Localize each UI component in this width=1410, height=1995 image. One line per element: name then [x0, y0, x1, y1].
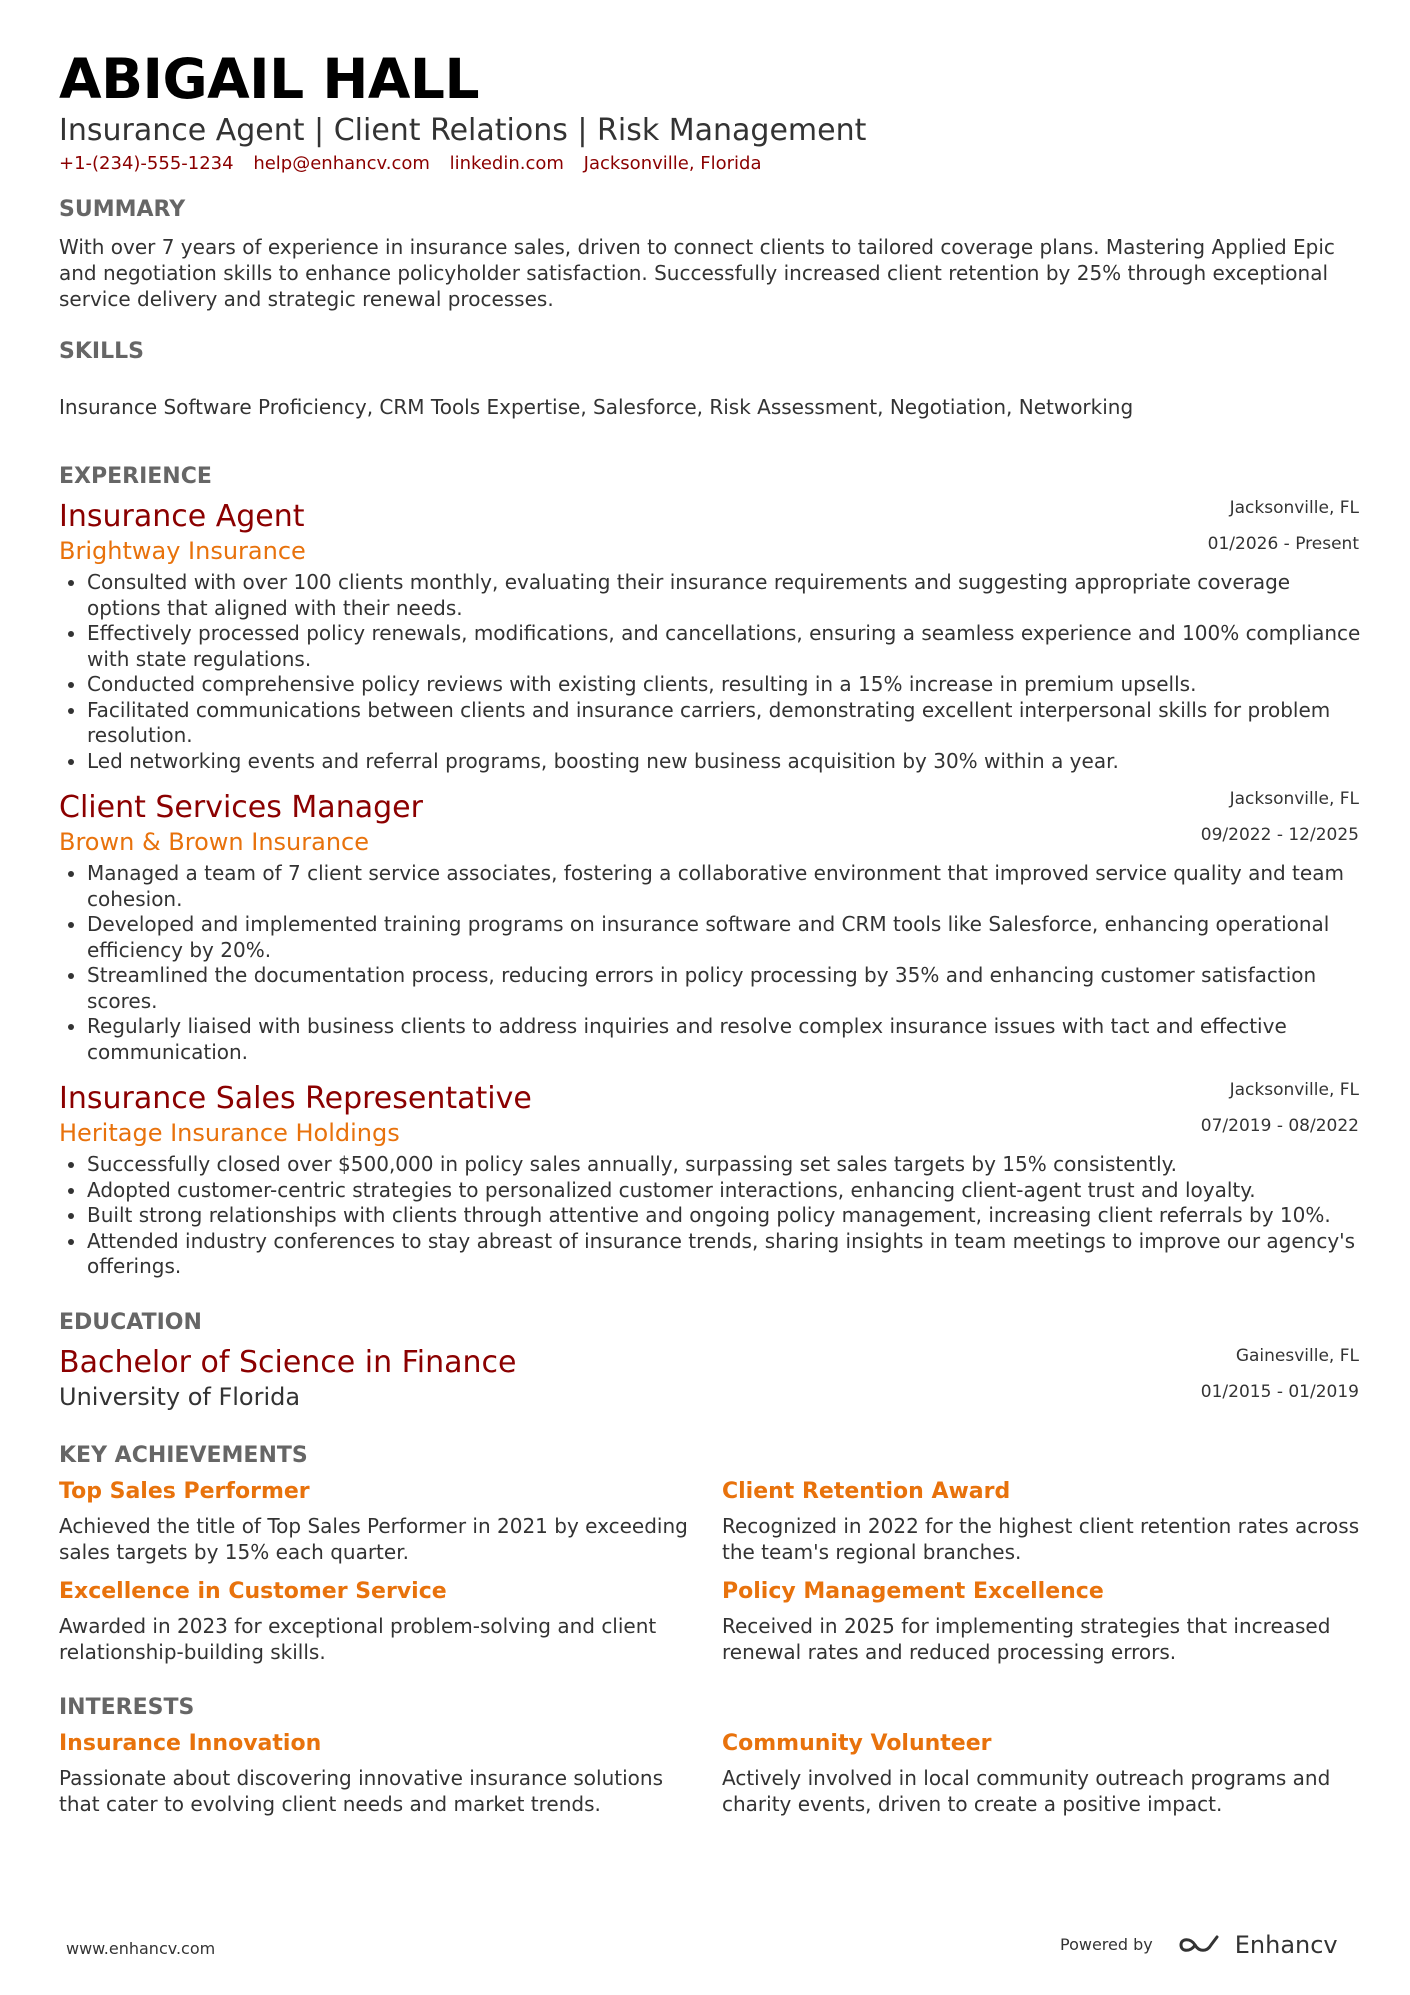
- footer-website[interactable]: www.enhancv.com: [66, 1939, 216, 1958]
- candidate-headline: Insurance Agent | Client Relations | Risk Management: [59, 113, 867, 148]
- interests-heading: INTERESTS: [59, 1695, 195, 1720]
- skills-heading: SKILLS: [59, 339, 144, 364]
- education-location: Gainesville, FL: [1235, 1346, 1359, 1366]
- achievements-heading: KEY ACHIEVEMENTS: [59, 1443, 308, 1468]
- achievement-title: Excellence in Customer Service: [59, 1579, 447, 1604]
- experience-heading: EXPERIENCE: [59, 464, 212, 489]
- list-item: • Adopted customer-centric strategies to personalized customer interactions, enhancing client-agent trust and loyalty.: [87, 1178, 1369, 1204]
- brand-name: Enhancv: [1234, 1931, 1338, 1959]
- job-company: Heritage Insurance Holdings: [59, 1119, 400, 1147]
- achievement-desc: Awarded in 2023 for exceptional problem-solving and client relationship-building skills.: [59, 1614, 657, 1664]
- contact-email[interactable]: help@enhancv.com: [253, 153, 430, 174]
- job-location: Jacksonville, FL: [1229, 1080, 1359, 1100]
- contact-phone[interactable]: +1-(234)-555-1234: [59, 153, 234, 174]
- achievement-title: Top Sales Performer: [59, 1479, 310, 1504]
- job-title: Client Services Manager: [59, 790, 423, 825]
- job-location: Jacksonville, FL: [1229, 498, 1359, 518]
- candidate-name: ABIGAIL HALL: [59, 47, 480, 111]
- job-bullets: [59, 570, 1369, 774]
- interest-desc: Passionate about discovering innovative insurance solutions that cater to evolving client needs and market trends.: [59, 1766, 663, 1816]
- interest-title: Community Volunteer: [722, 1731, 992, 1756]
- list-item: • Attended industry conferences to stay abreast of insurance trends, sharing insights in team meetings to improve our agency's offerings.: [87, 1229, 1369, 1280]
- list-item: • Successfully closed over $500,000 in policy sales annually, surpassing set sales targets by 15% consistently.: [87, 1152, 1369, 1178]
- job-title: Insurance Sales Representative: [59, 1081, 532, 1116]
- education-dates: 01/2015 - 01/2019: [1200, 1382, 1359, 1402]
- contact-linkedin[interactable]: linkedin.com: [449, 153, 564, 174]
- list-item: • Streamlined the documentation process, reducing errors in policy processing by 35% and enhancing customer satisfaction scores.: [87, 963, 1369, 1014]
- list-item: • Developed and implemented training programs on insurance software and CRM tools like Salesforce, enhancing operational efficiency by 20%.: [87, 912, 1369, 963]
- list-item: • Effectively processed policy renewals, modifications, and cancellations, ensuring a seamless experience and 100% compliance with state regulations.: [87, 621, 1369, 672]
- list-item: • Built strong relationships with clients through attentive and ongoing policy management, increasing client referrals by 10%.: [87, 1203, 1369, 1229]
- achievement-title: Policy Management Excellence: [722, 1579, 1104, 1604]
- job-company: Brown & Brown Insurance: [59, 828, 370, 856]
- summary-heading: SUMMARY: [59, 197, 186, 222]
- achievement-desc: Recognized in 2022 for the highest client retention rates across the team's regional branches.: [722, 1514, 1360, 1564]
- job-title: Insurance Agent: [59, 499, 305, 534]
- achievement-desc: Achieved the title of Top Sales Performer in 2021 by exceeding sales targets by 15% each quarter.: [59, 1514, 688, 1564]
- summary-text: With over 7 years of experience in insurance sales, driven to connect clients to tailored coverage plans. Mastering Applied Epic and negotiation skills to enhance policyholder satisfaction. Successfully increased client retention by 25% through exceptional service delivery and strategic renewal processes.: [59, 235, 1335, 311]
- job-dates: 07/2019 - 08/2022: [1200, 1116, 1359, 1136]
- list-item: • Regularly liaised with business clients to address inquiries and resolve complex insurance issues with tact and effective communication.: [87, 1014, 1369, 1065]
- achievement-desc: Received in 2025 for implementing strategies that increased renewal rates and reduced processing errors.: [722, 1614, 1331, 1664]
- job-bullets: [59, 861, 1369, 1065]
- enhancv-logo-icon: [1177, 1933, 1225, 1957]
- job-location: Jacksonville, FL: [1229, 789, 1359, 809]
- list-item: • Led networking events and referral programs, boosting new business acquisition by 30% within a year.: [87, 749, 1369, 775]
- job-dates: 01/2026 - Present: [1207, 534, 1359, 554]
- footer-branding: [1060, 1933, 1338, 1957]
- list-item: • Consulted with over 100 clients monthly, evaluating their insurance requirements and suggesting appropriate coverage options that aligned with their needs.: [87, 570, 1369, 621]
- contact-line: [59, 152, 776, 176]
- list-item: • Facilitated communications between clients and insurance carriers, demonstrating excellent interpersonal skills for problem resolution.: [87, 698, 1369, 749]
- job-bullets: [59, 1152, 1369, 1280]
- list-item: • Conducted comprehensive policy reviews with existing clients, resulting in a 15% increase in premium upsells.: [87, 672, 1369, 698]
- education-heading: EDUCATION: [59, 1310, 202, 1335]
- interest-title: Insurance Innovation: [59, 1731, 322, 1756]
- job-dates: 09/2022 - 12/2025: [1200, 825, 1359, 845]
- skills-text: Insurance Software Proficiency, CRM Tools Expertise, Salesforce, Risk Assessment, Negotiation, Networking: [59, 395, 1134, 419]
- job-company: Brightway Insurance: [59, 537, 306, 565]
- school-name: University of Florida: [59, 1383, 301, 1411]
- contact-location: Jacksonville, Florida: [583, 153, 762, 174]
- list-item: • Managed a team of 7 client service associates, fostering a collaborative environment that improved service quality and team cohesion.: [87, 861, 1369, 912]
- degree-title: Bachelor of Science in Finance: [59, 1345, 517, 1380]
- powered-by-label: Powered by: [1060, 1935, 1153, 1954]
- interest-desc: Actively involved in local community outreach programs and charity events, driven to create a positive impact.: [722, 1766, 1331, 1816]
- achievement-title: Client Retention Award: [722, 1479, 1011, 1504]
